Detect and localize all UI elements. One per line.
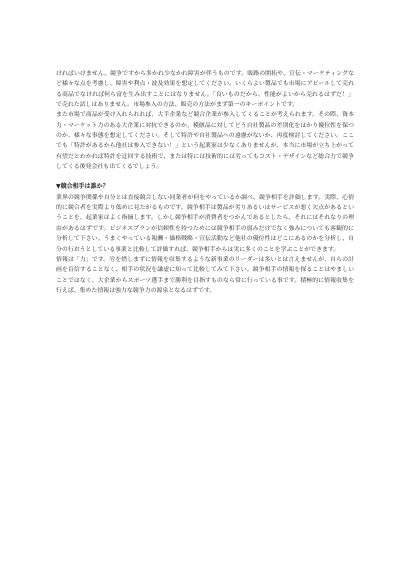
paragraph-spacer	[56, 172, 354, 182]
body-paragraph: また市場で商品が受け入れられれば、大手企業など競合企業が参入してくることが考えられます。その際、資本力・マーケット力のある大企業に対抗できるのか、模倣品に対してどう自社製品の差別化をはかり優位性を保つのか、様々な事態を想定してください。そして特許や自社製品への遠慮がないか、再度検討してください。ここでも「特許があるから他社は参入できない！」という起業家は少なくありませんが、本当に市場が立ち上がって有望だとわかれば特許を迂回する技術で、または特には技術的には劣ってもコスト・デザインなど総合力で競争してくる後発会社も出てくるでしょう。	[56, 112, 354, 171]
document-page	[56, 69, 354, 296]
body-paragraph: ければいけません。競争ですから多かれ少なかれ障害が伴うものです。販路の開拓や、宣伝・マーケティングなど様々な点を考慮し、障害や利点・波及効果を想定してください。いくらよい製品でも市場にアピールして売れる商品でなければ何ら富を生み出すことにはなりません。「良いものだから、性能がよいから売れるはずだ！」で売れた試しはありません。市場参入の方法、販売の方法がまず第一のキーポイントです。	[56, 71, 354, 109]
body-paragraph: 業界の競争関係や自分とは直接競合しない同業者が何をやっているか調べ、競争相手を評価します。実際、心情的に競合者を実際より低めに見たがるものです。競争相手は製品が劣りあるいはサービスが悪く欠点があるということを、起業家はよく指摘します。しかし競争相手が消費者をつかんであるとしたら、それにはそれなりの理由があるはずです。ビジネスプランが信頼性を持つためには競争相手の弱みだけでなく強みについても客観的に分析して下さい。うまくやっている報酬・価格戦略・宣伝活動など他社の優位性はどこにあるのかを分析し、自分の行おうとしている事業と比較して評価すれば、競争相手からは実に多くのことを学ぶことができます。	[56, 194, 354, 253]
body-paragraph: 情報は「力」です。労を惜しまずに情報を収集するような新事業のリーダーは多いとは言えませんが、自らの計画を盲信することなく、相手の状況を謙虚に知って比較してみて下さい。競争相手の情報を探ることはやましいことではなく、大企業からスポーツ選手まで勝利を目指すものなら常に行っている事です。積極的に情報収集を行えば、集めた情報は強力な競争力の源泉となるはずです。	[56, 256, 354, 294]
section-heading: ▼競合相手は誰か？	[56, 183, 109, 191]
